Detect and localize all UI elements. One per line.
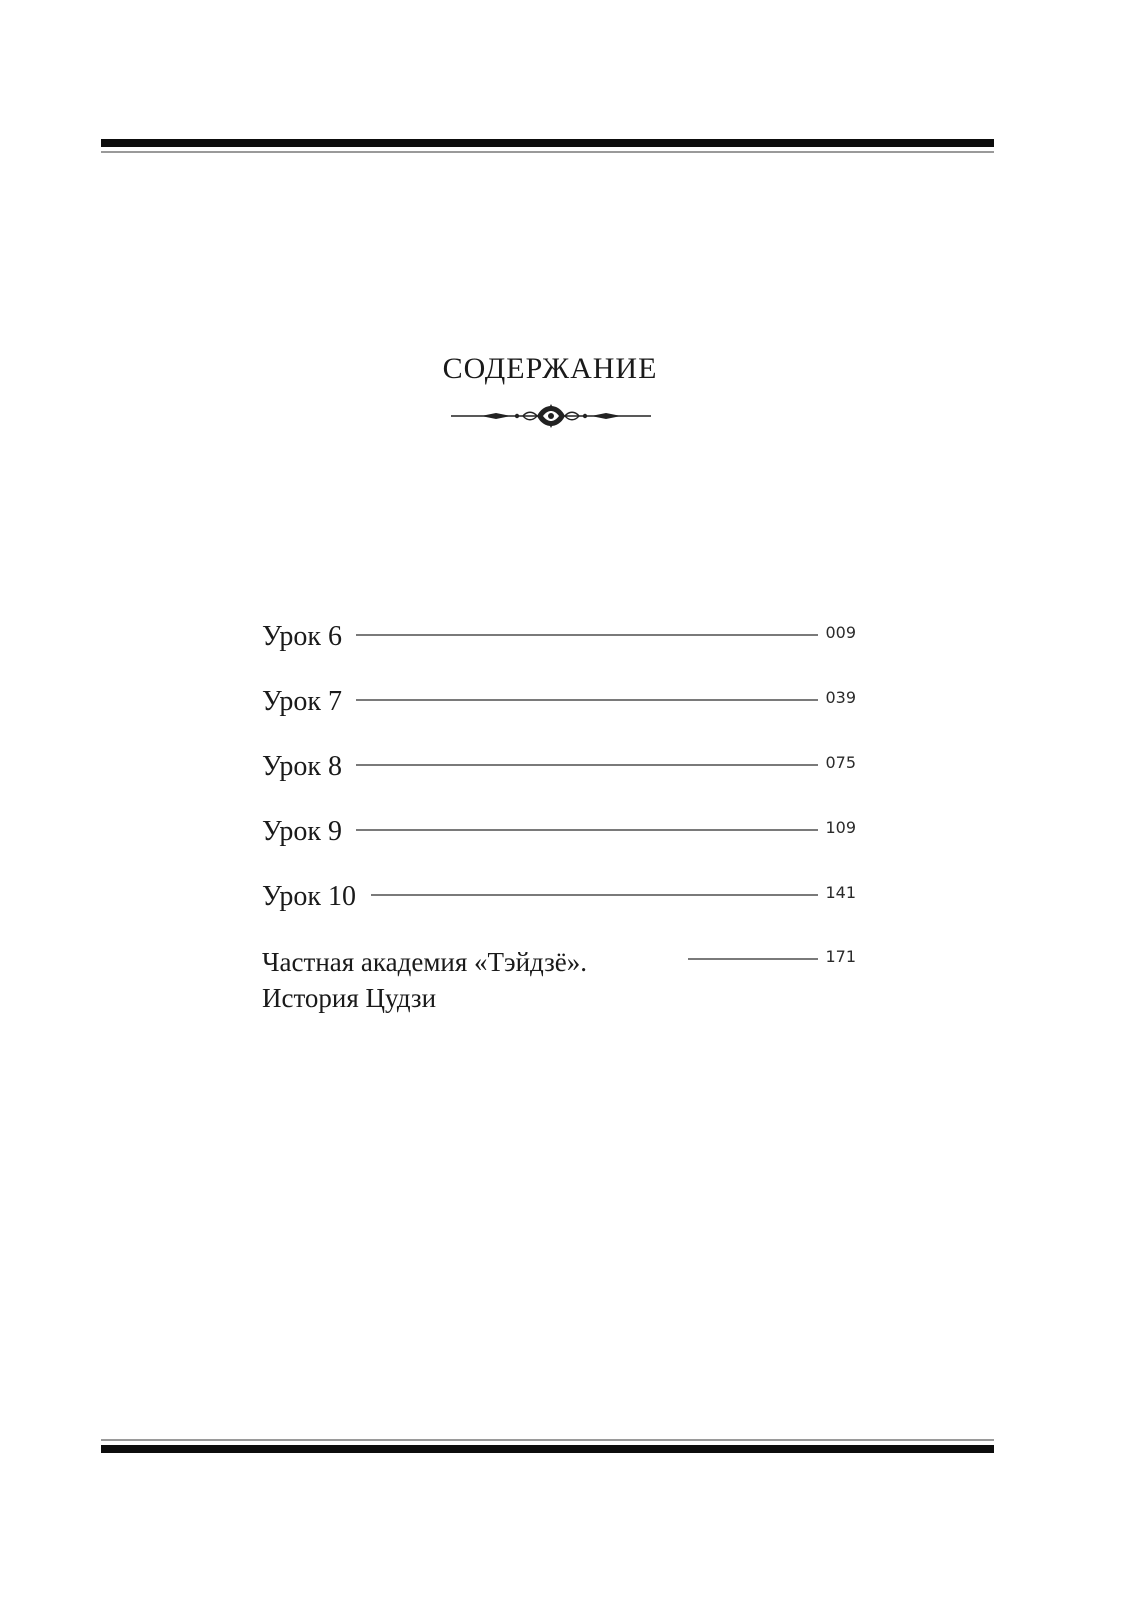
toc-entry-lesson-7[interactable] [262,685,862,725]
bottom-rule-thin [101,1439,994,1441]
toc-entry-lesson-10[interactable] [262,880,862,920]
toc-entry-label [262,944,587,1016]
toc-entry-label: Урок 6 [262,621,342,652]
toc-entry-label: Урок 10 [262,881,356,912]
toc-entry-lesson-8[interactable] [262,750,862,790]
top-rule-thick [101,139,994,147]
bottom-rule-thick [101,1445,994,1453]
toc-entry-academy-story[interactable] [262,944,862,1024]
toc-entry-label: Урок 7 [262,686,342,717]
toc-entry-lesson-6[interactable] [262,620,862,660]
toc-page-number: 039 [825,688,856,707]
toc-entry-label: Урок 9 [262,816,342,847]
toc-page-number: 141 [825,883,856,902]
toc-leader-line [356,829,818,831]
toc-page-number: 009 [825,623,856,642]
toc-leader-line [371,894,818,896]
toc-entry-label: Урок 8 [262,751,342,782]
toc-entry-lesson-9[interactable] [262,815,862,855]
top-rule-thin [101,151,994,153]
toc-entry-label-line1: Частная академия «Тэйдзё». [262,947,588,977]
toc-page-number: 075 [825,753,856,772]
toc-leader-line [356,699,818,701]
toc-page-number: 171 [825,947,856,966]
flourish-divider-icon [451,402,651,430]
toc-entry-label-line2: История Цудзи [262,983,437,1013]
page-title: СОДЕРЖАНИЕ [442,352,658,385]
toc-leader-line [356,634,818,636]
toc-leader-line [688,958,818,960]
toc-page-number: 109 [825,818,856,837]
toc-leader-line [356,764,818,766]
